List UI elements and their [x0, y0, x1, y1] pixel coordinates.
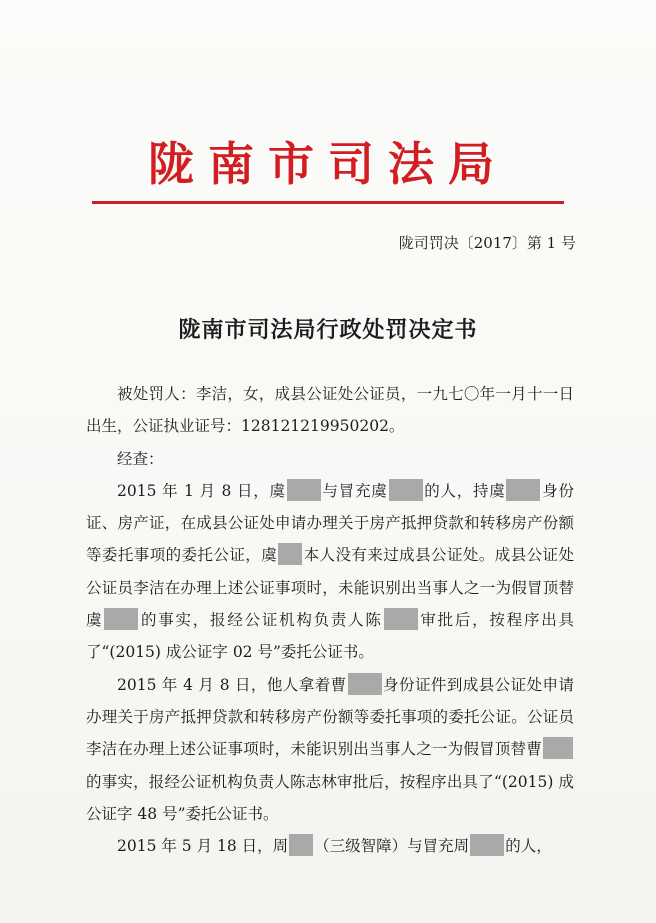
p1-text-c: 的人，持虞 — [423, 481, 506, 500]
document-number: 陇司罚决〔2017〕第 1 号 — [398, 234, 576, 252]
p3-text-c: 的人， — [505, 837, 552, 856]
redaction-box — [506, 479, 540, 501]
punished-party-text: 被处罚人：李洁，女，成县公证处公证员，一九七〇年一月十一日出生，公证执业证号：128121219950202。 — [86, 385, 574, 436]
redaction-box — [104, 608, 138, 630]
document-title: 陇南市司法局行政处罚决定书 — [178, 317, 478, 343]
redaction-box — [287, 479, 321, 501]
p2-text-b: 身份证件到成县公证处申请办理关于房产抵押贷款和转移房产份额等委托事项的委托公证。公证员李洁在办理上述公证事项时，未能识别出当事人之一为假冒顶替曹 — [86, 675, 574, 759]
redaction-box — [289, 834, 313, 856]
findings-paragraph-1 — [86, 475, 574, 669]
redaction-box — [348, 673, 382, 695]
p2-text-a: 2015 年 4 月 8 日，他人拿着曹 — [117, 675, 347, 694]
punished-party-paragraph — [86, 378, 574, 443]
redaction-box — [384, 608, 418, 630]
redaction-box — [278, 543, 302, 565]
redaction-box — [543, 737, 573, 759]
p1-text-d: 身份证、房产证，在成县公证处申请办理关于房产抵押贷款和转移房产份额等委托事项的委托公证，虞 — [86, 481, 574, 565]
p3-text-b: （三级智障）与冒充周 — [314, 837, 470, 856]
p3-text-a: 2015 年 5 月 18 日，周 — [117, 837, 289, 856]
red-rule-divider — [92, 201, 564, 204]
redaction-box — [389, 479, 423, 501]
p1-text-g: 审批后，按程序出具了“(2015) 成公证字 02 号”委托公证书。 — [86, 611, 574, 662]
document-body — [86, 378, 574, 862]
redaction-box — [470, 834, 504, 856]
findings-label — [86, 443, 574, 475]
findings-label-text: 经查： — [117, 449, 164, 468]
p1-text-b: 与冒充虞 — [321, 481, 388, 500]
p1-text-a: 2015 年 1 月 8 日，虞 — [117, 481, 286, 500]
p1-text-e: 本人没有来过成县公证处。成县公证处公证员李洁在办理上述公证事项时，未能识别出当事人之一为假冒顶替虞 — [86, 546, 574, 630]
p1-text-f: 的事实，报经公证机构负责人陈 — [139, 611, 383, 630]
findings-paragraph-3 — [86, 830, 574, 862]
red-masthead: 陇南市司法局 — [148, 137, 508, 191]
p2-text-c: 的事实，报经公证机构负责人陈志林审批后，按程序出具了“(2015) 成公证字 48 号”委托公证书。 — [86, 772, 574, 823]
findings-paragraph-2 — [86, 669, 574, 830]
